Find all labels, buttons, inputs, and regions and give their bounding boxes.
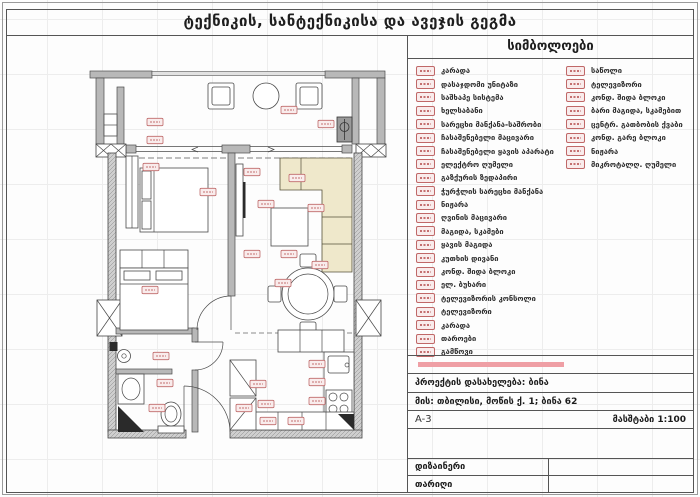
designer-value — [548, 459, 694, 475]
page-title: ტექნიკის, სანტექნიკისა და ავეჯის გეგმა — [183, 12, 517, 30]
equipment-tag-icon — [416, 146, 435, 156]
equipment-tag-icon — [416, 79, 435, 89]
equipment-tag-icon — [416, 159, 435, 169]
legend-item: ჭურჭლის სარეცხი მანქანა — [408, 185, 558, 198]
legend-item: გამწოვი — [408, 345, 558, 358]
equipment-tag-icon — [566, 79, 585, 89]
equipment-tag-icon — [566, 92, 585, 102]
legend-item: ელექტრო ღუმელი — [408, 158, 558, 171]
designer-row — [407, 459, 694, 476]
project-name: პროექტის დასახელება: ბინა — [415, 378, 549, 388]
legend-panel — [408, 36, 693, 359]
equipment-tag-icon — [416, 133, 435, 143]
legend-item: საშხაპე სისტემა — [408, 91, 558, 104]
doors — [184, 296, 231, 432]
equipment-tag-icon — [566, 146, 585, 156]
equipment-tag-icon — [416, 173, 435, 183]
legend-item: ყავის მაგიდა — [408, 238, 558, 251]
floor-plan — [85, 40, 407, 470]
legend-item: გაზქურის ზედაპირი — [408, 171, 558, 184]
sheet-row — [407, 411, 694, 429]
balcony-furniture — [104, 83, 352, 142]
title-block — [407, 355, 694, 492]
date-label: თარიღი — [415, 479, 453, 490]
designer-label: დიზაინერი — [415, 462, 466, 472]
legend-item: სარეცხი მანქანა-საშრობი — [408, 118, 558, 131]
equipment-tag-icon — [416, 106, 435, 116]
date-value — [548, 476, 694, 493]
legend-item: ელ. ბუხარი — [408, 278, 558, 291]
legend-item: ნიჟარა — [408, 198, 558, 211]
equipment-tag-icon — [416, 253, 435, 263]
date-row — [407, 476, 694, 493]
legend-item: საწოლი — [558, 64, 693, 77]
bedroom-furniture — [120, 156, 208, 330]
legend-item: ტელევიზორი — [558, 77, 693, 90]
legend-item: თაროები — [408, 332, 558, 345]
legend-column-left — [408, 64, 558, 359]
legend-header: სიმბოლოები — [408, 36, 693, 59]
equipment-tag-icon — [416, 293, 435, 303]
equipment-tag-icon — [416, 92, 435, 102]
equipment-tag-icon — [416, 267, 435, 277]
sheet-number: A-3 — [415, 414, 432, 425]
legend-item: კარადა — [408, 318, 558, 331]
kitchen-furniture — [230, 254, 354, 430]
equipment-tag-icon — [416, 320, 435, 330]
equipment-tag-icon — [566, 106, 585, 116]
legend-item: ტელევიზორი — [408, 305, 558, 318]
scale: მასშტაბი 1:100 — [612, 414, 686, 425]
project-name-row — [407, 374, 694, 393]
equipment-tag-icon — [416, 213, 435, 223]
equipment-tag-icon — [416, 186, 435, 196]
legend-item: ჩასაშენებელი მაცივარი — [408, 131, 558, 144]
legend-item: ტელევიზორის კონსოლი — [408, 292, 558, 305]
legend-column-right — [558, 64, 693, 359]
legend-item: ხელსაბანი — [408, 104, 558, 117]
equipment-tag-icon — [416, 240, 435, 250]
equipment-tag-icon — [416, 280, 435, 290]
equipment-tag-icon — [566, 119, 585, 129]
accent-bar — [418, 362, 564, 367]
equipment-tag-icon — [566, 159, 585, 169]
equipment-tag-icon — [416, 307, 435, 317]
address-row — [407, 393, 694, 411]
legend-item: ცენტრ. გათბობის ქვაბი — [558, 118, 693, 131]
equipment-tag-icon — [416, 334, 435, 344]
legend-item: ჩასაშენებელი ყავის აპარატი — [408, 144, 558, 157]
address: მის: თბილისი, მოწის ქ. 1; ბინა 62 — [415, 396, 578, 407]
legend-item: მიკროტალღ. ღუმელი — [558, 158, 693, 171]
equipment-tag-icon — [416, 119, 435, 129]
legend-item: კუთხის დივანი — [408, 251, 558, 264]
equipment-tag-icon — [416, 200, 435, 210]
empty-row — [407, 429, 694, 459]
legend-item: დასაჯდომი უნიტაზი — [408, 77, 558, 90]
bathroom-fixtures — [118, 350, 185, 434]
legend-item: მაგიდა, სკამები — [408, 225, 558, 238]
equipment-tag-icon — [416, 66, 435, 76]
legend-item: ნიჟარა — [558, 144, 693, 157]
legend-item: კონდ. გარე ბლოკი — [558, 131, 693, 144]
equipment-tag-icon — [566, 133, 585, 143]
legend-item: კარადა — [408, 64, 558, 77]
legend-item: კონდ. შიდა ბლოკი — [558, 91, 693, 104]
equipment-tag-icon — [416, 226, 435, 236]
logo-row — [407, 356, 694, 374]
legend-item: ბარი მაგიდა, სკამებით — [558, 104, 693, 117]
legend-item: კონდ. შიდა ბლოკი — [408, 265, 558, 278]
equipment-tag-icon — [566, 66, 585, 76]
legend-item: ღვინის მაცივარი — [408, 211, 558, 224]
